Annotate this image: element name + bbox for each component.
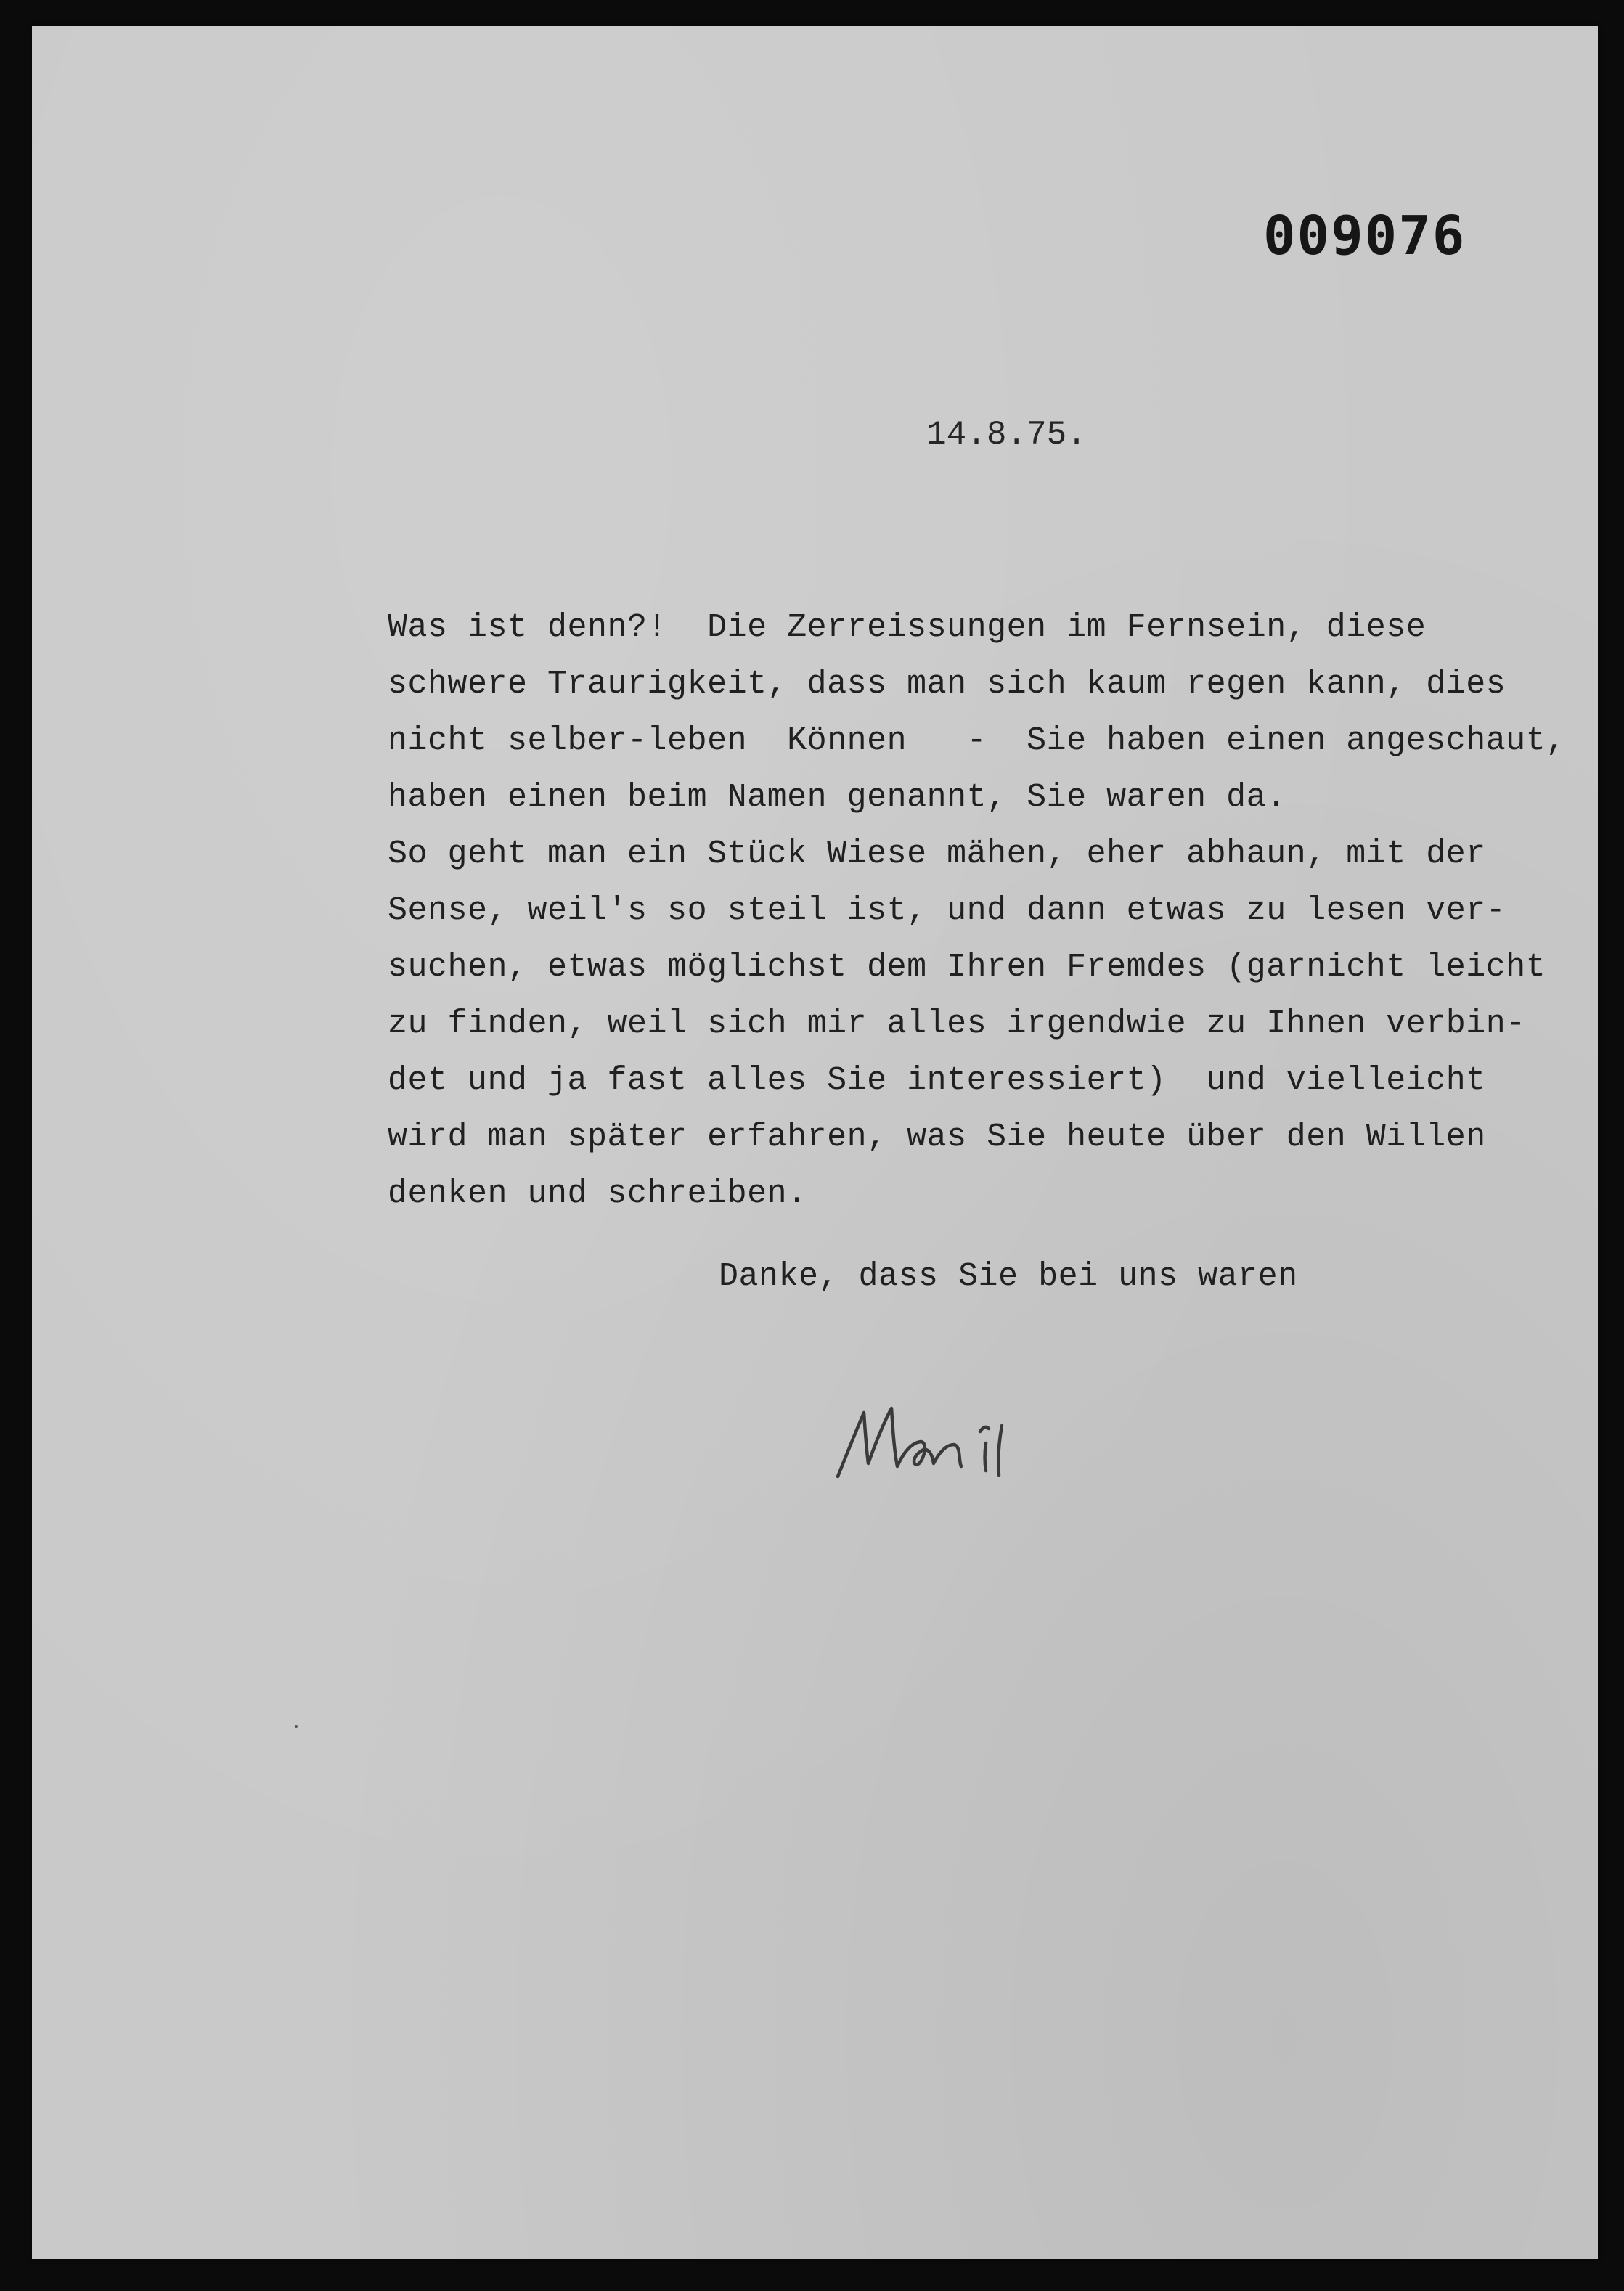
body-line: Sense, weil's so steil ist, und dann etwas zu lesen ver- [388,892,1506,929]
handwritten-signature [831,1391,1048,1485]
closing-line: Danke, dass Sie bei uns waren [719,1258,1298,1295]
body-line: wird man später erfahren, was Sie heute über den Willen [388,1119,1486,1156]
body-line: det und ja fast alles Sie interessiert) und vielleicht [388,1062,1486,1099]
body-line: zu finden, weil sich mir alles irgendwie zu Ihnen verbin- [388,1005,1526,1042]
letter-page [32,26,1598,2259]
archive-number: 009076 [1263,205,1466,267]
body-line: So geht man ein Stück Wiese mähen, eher abhaun, mit der [388,836,1486,873]
body-line: suchen, etwas möglichst dem Ihren Fremdes (garnicht leicht [388,949,1546,986]
letter-date: 14.8.75. [926,416,1087,454]
body-line: schwere Traurigkeit, dass man sich kaum regen kann, dies [388,666,1506,703]
body-line: haben einen beim Namen genannt, Sie waren da. [388,779,1286,816]
body-line: denken und schreiben. [388,1175,807,1212]
paper-speck [295,1725,298,1728]
body-line: Was ist denn?! Die Zerreissungen im Fernsein, diese [388,609,1427,646]
letter-body [388,600,1622,1222]
body-line: nicht selber-leben Können - Sie haben einen angeschaut, [388,722,1566,759]
